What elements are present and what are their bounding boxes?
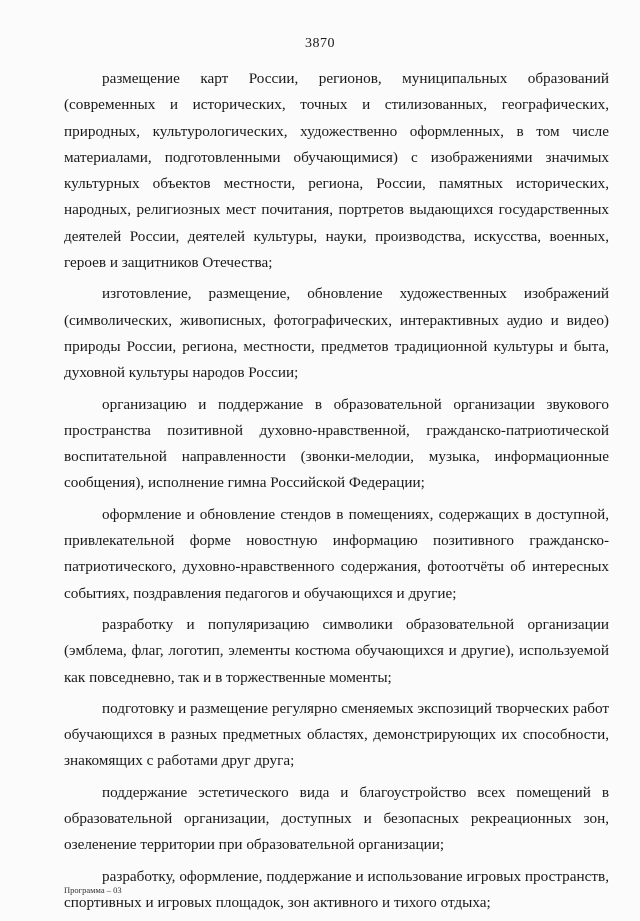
document-body [64,66,609,921]
paragraph: подготовку и размещение регулярно сменяемых экспозиций творческих работ обучающихся в разных предметных областях, демонстрирующих их способности, знакомящих с работами друг друга; [64,699,609,770]
paragraph: организацию и поддержание в образовательной организации звукового пространства позитивной духовно-нравственной, гражданско-патриотической воспитательной направленности (звонки-мелодии, музыка, информационные сообщения), исполнение гимна Российской Федерации; [64,395,609,492]
paragraph: оформление и обновление стендов в помещениях, содержащих в доступной, привлекательной форме новостную информацию позитивного гражданско-патриотического, духовно-нравственного содержания, фотоотчёты об интересных событиях, поздравления педагогов и обучающихся и другие; [64,505,609,602]
paragraph: изготовление, размещение, обновление художественных изображений (символических, живописных, фотографических, интерактивных аудио и видео) природы России, региона, местности, предметов традиционной культуры и быта, духовной культуры народов России; [64,285,609,382]
paragraph: размещение карт России, регионов, муниципальных образований (современных и исторических, точных и стилизованных, географических, природных, культурологических, художественно оформленных, в том числе материалами, подготовленными обучающимися) с изображениями значимых культурных объектов местности, региона, России, памятных исторических, народных, религиозных мест почитания, портретов выдающихся государственных деятелей России, деятелей культуры, науки, производства, искусства, военных, героев и защитников Отечества; [64,70,609,272]
paragraph: разработку и популяризацию символики образовательной организации (эмблема, флаг, логотип, элементы костюма обучающихся и другие), используемой как повседневно, так и в торжественные моменты; [64,615,609,686]
paragraph: разработку, оформление, поддержание и использование игровых пространств, спортивных и игровых площадок, зон активного и тихого отдыха; [64,867,609,911]
page-footer: Программа – 03 [64,885,122,895]
paragraph: поддержание эстетического вида и благоустройство всех помещений в образовательной организации, доступных и безопасных рекреационных зон, озеленение территории при образовательной организации; [64,783,609,854]
page-number: 3870 [305,36,335,51]
